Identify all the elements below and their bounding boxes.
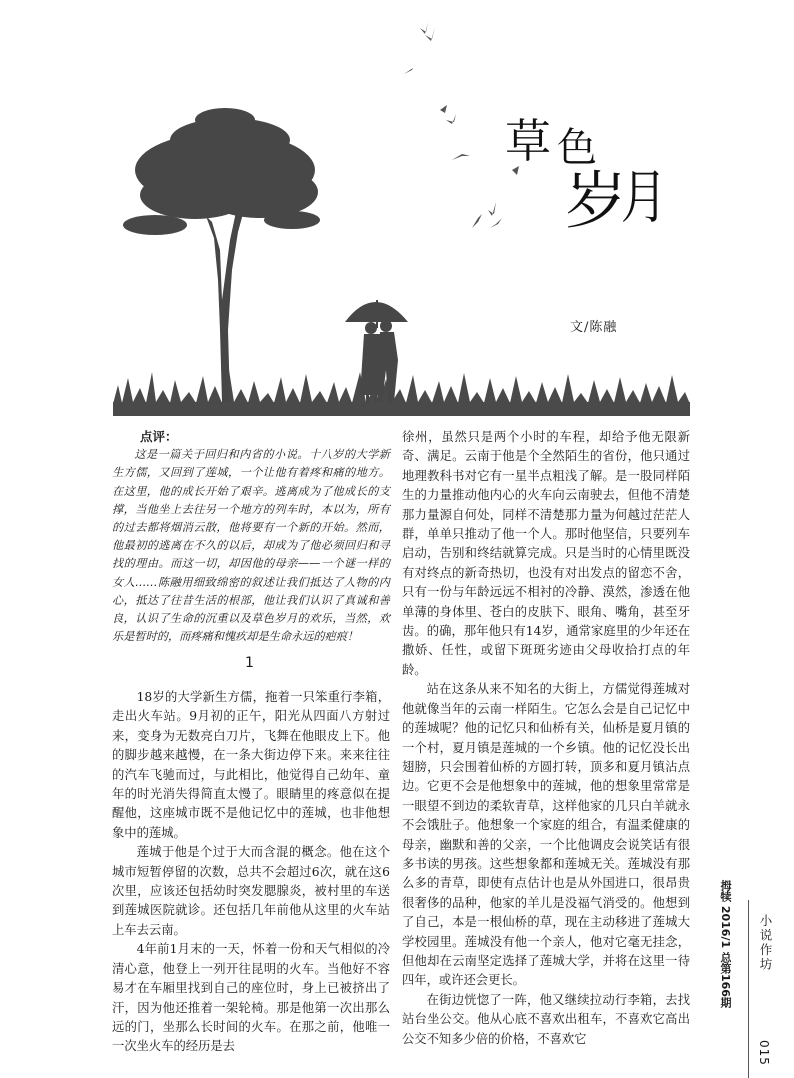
couple-umbrella-silhouette (345, 300, 408, 403)
title-char-4: 月 (620, 163, 668, 231)
paragraph: 4年前1月末的一天，怀着一份和天气相似的冷清心意，他登上一列开往昆明的火车。当他好不容易才在车厢里找到自己的座位时，身上已被挤出了汗，因为他还推着一架轮椅。那是他第一次出那么远的门，坐那么长时间的火车。在那之前，他唯一一次坐火车的经历是去 (112, 942, 390, 1054)
title-char-3: 岁 (565, 164, 628, 237)
paragraph: 站在这条从来不知名的大街上，方儒觉得莲城对他就像当年的云南一样陌生。它怎么会是自己记忆中的莲城呢？他的记忆只和仙桥有关，仙桥是夏月镇的一个村，夏月镇是莲城的一个乡镇。他的记忆没长出翅膀，只会围着仙桥的方圆打转，顶多和夏月镇沾点边。它更不会是他想象中的莲城，他的想象里常常是一眼望不到边的柔软青草，这样他家的几只白羊就永不会饿肚子。他想象一个家庭的组合，有温柔健康的母亲，幽默和善的父亲，一个比他调皮会说笑话有很多书读的男孩。这些想象都和莲城无关。莲城没有那么多的青草，即使有点估计也是从外国进口，很昂贵很奢侈的品种，他家的羊儿是没福气消受的。他想到了自己，本是一根仙桥的草，现在主动移进了莲城大学校园里。莲城没有他一个亲人，他对它毫无挂念，但他却在云南坚定选择了莲城大学，并将在这里一待四年，或许还会更长。 (402, 682, 690, 988)
tree-silhouette (123, 108, 320, 402)
paragraph: 徐州，虽然只是两个小时的车程，却给予他无限新奇、满足。云南于他是个全然陌生的省份，他只通过地理教科书对它有一星半点粗浅了解。是一股同样陌生的力量推动他内心的火车向云南驶去，但他不清楚那力量源自何处，同样不清楚那力量为何越过茫茫人群，单单只推动了他一个人。那时他坚信，只要列车启动，告别和终结就算完成。只是当时的心情里既没有对终点的新奇热切，也没有对出发点的留恋不舍，只有一份与年龄远远不相衬的冷静、漠然，渗透在他单薄的身体里、苍白的皮肤下、眼角、嘴角，甚至牙齿。的确，那年他只有14岁，通常家庭里的少年还在撒娇、任性，或留下斑斑劣迹由父母收拾打点的年龄。 (402, 430, 690, 677)
body-column-left (112, 688, 390, 1057)
editor-comment (112, 428, 390, 646)
title-char-2: 色 (557, 125, 597, 171)
body-column-right (402, 428, 690, 1049)
author-byline: 文/陈融 (570, 320, 618, 335)
title-char-1: 草 (505, 114, 551, 168)
section-tab-label: 小说作坊 (758, 914, 773, 972)
issue-info: 拇犊 2016/1 总第166期 (719, 880, 732, 1008)
paragraph: 18岁的大学新生方儒，拖着一只笨重行李箱，走出火车站。9月初的正午，阳光从四面八方射过来，变身为无数亮白刀片，飞舞在他眼皮上下。他的脚步越来越慢，在一条大街边停下来。来来往往的汽车飞驰而过，与此相比，他觉得自己幼年、童年的时光消失得简直太慢了。眼睛里的疼意似在提醒他，这座城市既不是他记忆中的莲城，也非他想象中的莲城。 (112, 690, 390, 840)
section-tab (748, 900, 779, 1078)
paragraph: 在街边恍惚了一阵，他又继续拉动行李箱，去找站台坐公交。他从心底不喜欢出租车，不喜欢它高出公交不知多少倍的价格，不喜欢它 (402, 992, 690, 1046)
page-number: 015 (757, 1040, 771, 1066)
grass-strip (113, 370, 690, 416)
comment-label: 点评： (140, 429, 178, 444)
flying-birds (404, 22, 519, 228)
paragraph: 莲城于他是个过于大而含混的概念。他在这个城市短暂停留的次数，总共不会超过6次，就在这6次里，应该还包括幼时突发腮腺炎，被村里的车送到莲城医院就诊。还包括几年前他从这里的火车站上车去云南。 (112, 845, 390, 937)
article-title (505, 114, 685, 278)
section-number: 1 (245, 655, 254, 671)
comment-text: 这是一篇关于回归和内省的小说。十八岁的大学新生方儒，又回到了莲城，一个让他有着疼和痛的地方。在这里，他的成长开始了艰辛。逃离成为了他成长的支撑，当他坐上去往另一个地方的列车时，本以为，所有的过去都将烟消云散，他将要有一个新的开始。然而，他最初的逃离在不久的以后，却成为了他必须回归和寻找的理由。而这一切，却因他的母亲——一个谜一样的女人……陈融用细致绵密的叙述让我们抵达了人物的内心，抵达了往昔生活的根部，他让我们认识了真诚和善良，认识了生命的沉重以及草色岁月的欢乐，当然，欢乐是暂时的，而疼痛和愧疚却是生命永远的疤痕！ (112, 448, 390, 644)
